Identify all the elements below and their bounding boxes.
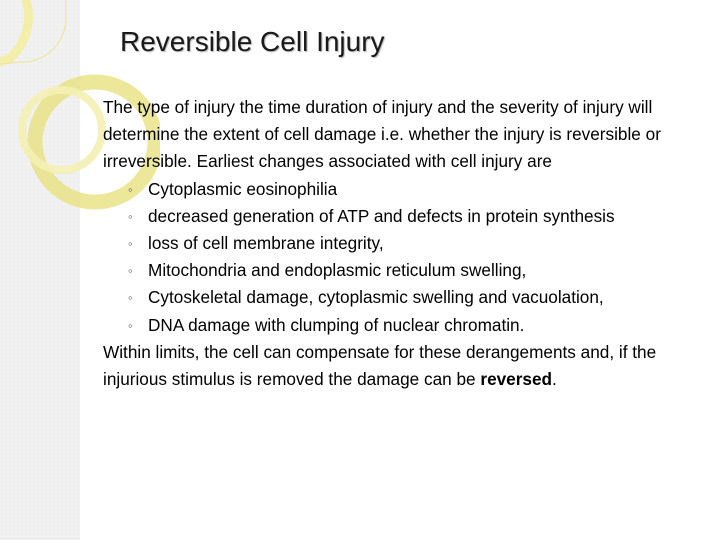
change-list [103, 176, 715, 339]
intro-paragraph: The type of injury the time duration of injury and the severity of injury will determine the extent of cell damage i.e. whether the injury is reversible or irreversible. Earliest changes associated with cell injury are [103, 97, 661, 172]
bullet-marker: ◦ [128, 290, 133, 306]
list-item [103, 312, 715, 339]
emphasis-reversed: reversed [480, 369, 553, 390]
bullet-marker: ◦ [128, 317, 133, 333]
list-item-text: Mitochondria and endoplasmic reticulum swelling, [148, 260, 527, 281]
list-item-text: DNA damage with clumping of nuclear chromatin. [148, 314, 525, 335]
list-item [103, 230, 715, 257]
bullet-marker: ◦ [128, 181, 133, 197]
list-item [103, 284, 715, 311]
bullet-marker: ◦ [128, 236, 133, 252]
list-item [103, 176, 715, 203]
bullet-marker: ◦ [128, 208, 133, 224]
list-item-text: decreased generation of ATP and defects in protein synthesis [148, 205, 615, 226]
list-item-text: Cytoskeletal damage, cytoplasmic swelling and vacuolation, [148, 287, 604, 308]
slide-title: Reversible Cell Injury [120, 26, 385, 57]
list-item [103, 203, 715, 230]
closing-period: . [552, 369, 557, 390]
decor-arc-top [0, 0, 28, 62]
closing-paragraph [103, 339, 715, 393]
slide-body [103, 94, 715, 393]
bullet-marker: ◦ [128, 263, 133, 279]
list-item [103, 257, 715, 284]
list-item-text: Cytoplasmic eosinophilia [148, 178, 338, 199]
list-item-text: loss of cell membrane integrity, [148, 233, 384, 254]
closing-text: Within limits, the cell can compensate for these derangements and, if the injurious stimulus is removed the damage can be [103, 341, 657, 390]
